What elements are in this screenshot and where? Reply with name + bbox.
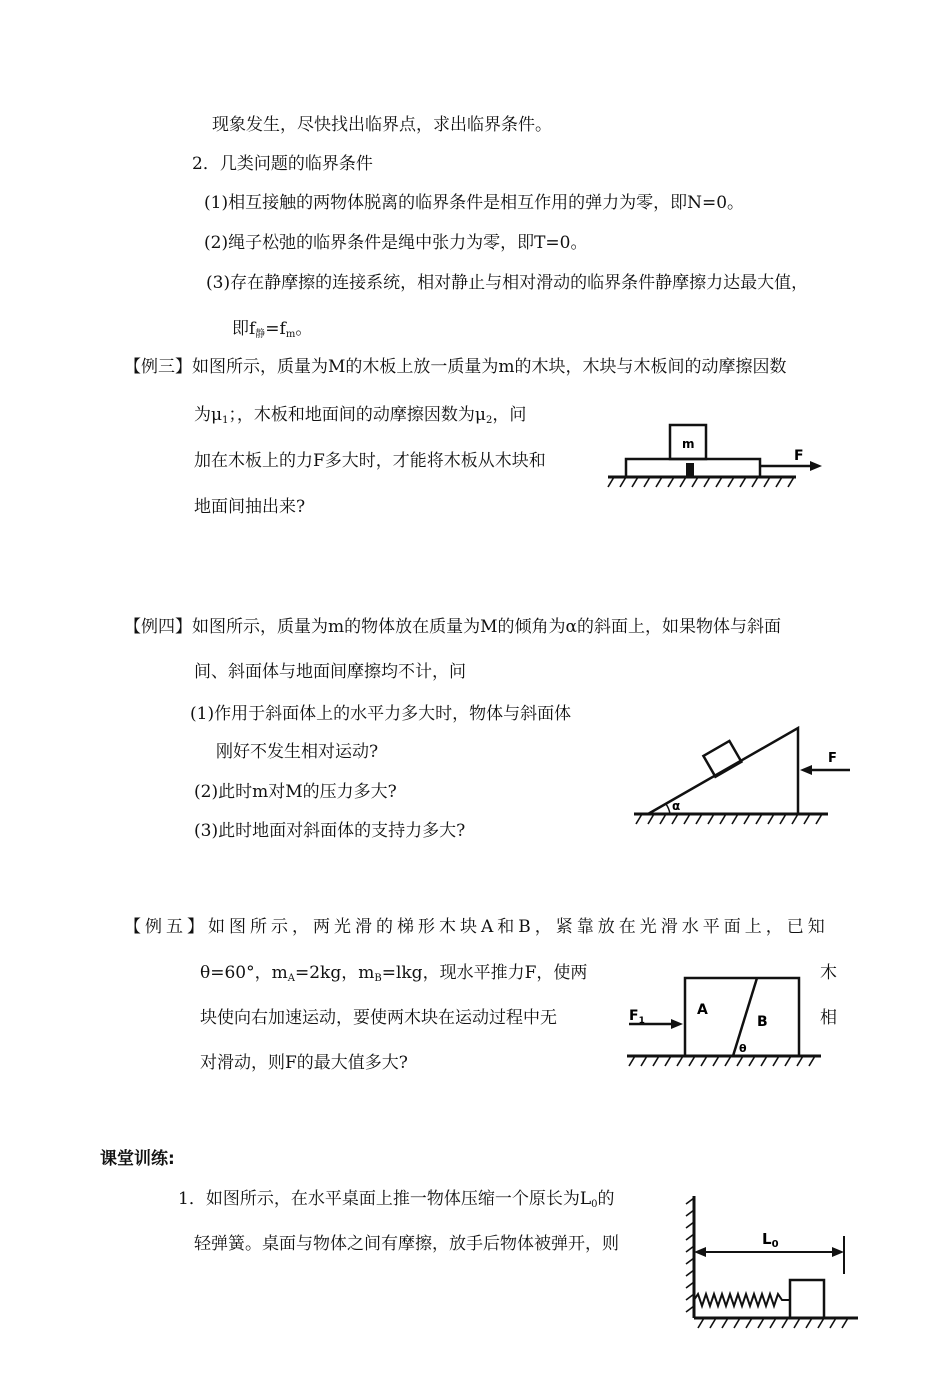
example-3-line-1: 【例三】如图所示，质量为M的木板上放一质量为m的木块，木块与木板间的动摩擦因数 [124, 357, 787, 377]
training-question-1: 1．如图所示，在水平桌面上推一物体压缩一个原长为$L_0$的 [178, 1189, 615, 1210]
condition-2: (2)绳子松弛的临界条件是绳中张力为零，即T=0。 [204, 233, 588, 253]
force-label: $F_1$ [629, 1008, 645, 1026]
force-label: F [794, 448, 804, 464]
angle-label: θ [739, 1042, 747, 1055]
example-4-question-1-cont: 刚好不发生相对运动? [216, 742, 379, 762]
condition-3-cont: 即$f_静=f_m$。 [232, 319, 313, 340]
incline-figure [630, 720, 860, 830]
example-4-line-1: 【例四】如图所示，质量为m的物体放在质量为M的倾角为α的斜面上，如果物体与斜面 [124, 617, 782, 637]
example-5-line-1: 【例五】如图所示，两光滑的梯形木块A和B，紧靠放在光滑水平面上，已知 [124, 917, 829, 937]
example-4-line-2: 间、斜面体与地面间摩擦均不计，问 [194, 662, 466, 682]
block-b-label: B [757, 1014, 768, 1030]
section-heading: 2．几类问题的临界条件 [192, 154, 373, 174]
force-label: F [828, 751, 837, 766]
angle-label: α [672, 799, 681, 813]
intro-line: 现象发生，尽快找出临界点，求出临界条件。 [212, 115, 552, 135]
block-m [703, 741, 741, 777]
spring-figure [680, 1190, 870, 1370]
example-5-line-3-end: 相 [820, 1008, 837, 1028]
example-4-question-1: (1)作用于斜面体上的水平力多大时，物体与斜面体 [190, 704, 572, 724]
example-4-question-2: (2)此时m对M的压力多大? [194, 782, 397, 802]
condition-1: (1)相互接触的两物体脱离的临界条件是相互作用的弹力为零，即N=0。 [204, 193, 745, 213]
example-5-line-3: 块使向右加速运动，要使两木块在运动过程中无 [200, 1008, 557, 1028]
trapezoid-blocks-figure [625, 980, 825, 1070]
example-tag: 【例五】 [124, 917, 208, 937]
condition-3: (3)存在静摩擦的连接系统，相对静止与相对滑动的临界条件静摩擦力达最大值， [206, 273, 809, 293]
example-5-line-2-end: 木 [820, 963, 837, 983]
length-label: $L_0$ [762, 1230, 779, 1250]
example-5-line-4: 对滑动，则F的最大值多大? [200, 1053, 408, 1073]
block [790, 1280, 824, 1318]
training-heading: 课堂训练: [100, 1149, 175, 1169]
example-3-line-2: 为$\mu_1$；，木板和地面间的动摩擦因数为$\mu_2$，问 [194, 405, 527, 426]
example-4-question-3: (3)此时地面对斜面体的支持力多大? [194, 821, 466, 841]
block-a-label: A [697, 1002, 708, 1018]
board-block-figure [600, 415, 830, 495]
block-label: m [682, 437, 695, 451]
example-5-line-2: θ=60°，$m_A=2kg$，$m_B=lkg$，现水平推力F，使两 [200, 963, 588, 984]
example-tag: 【例三】 [124, 357, 192, 377]
example-tag: 【例四】 [124, 617, 192, 637]
training-question-1-cont: 轻弹簧。桌面与物体之间有摩擦，放手后物体被弹开，则 [194, 1234, 619, 1254]
example-3-line-3: 加在木板上的力F多大时，才能将木板从木块和 [194, 451, 546, 471]
example-3-line-4: 地面间抽出来? [194, 497, 306, 517]
spring [694, 1294, 790, 1306]
